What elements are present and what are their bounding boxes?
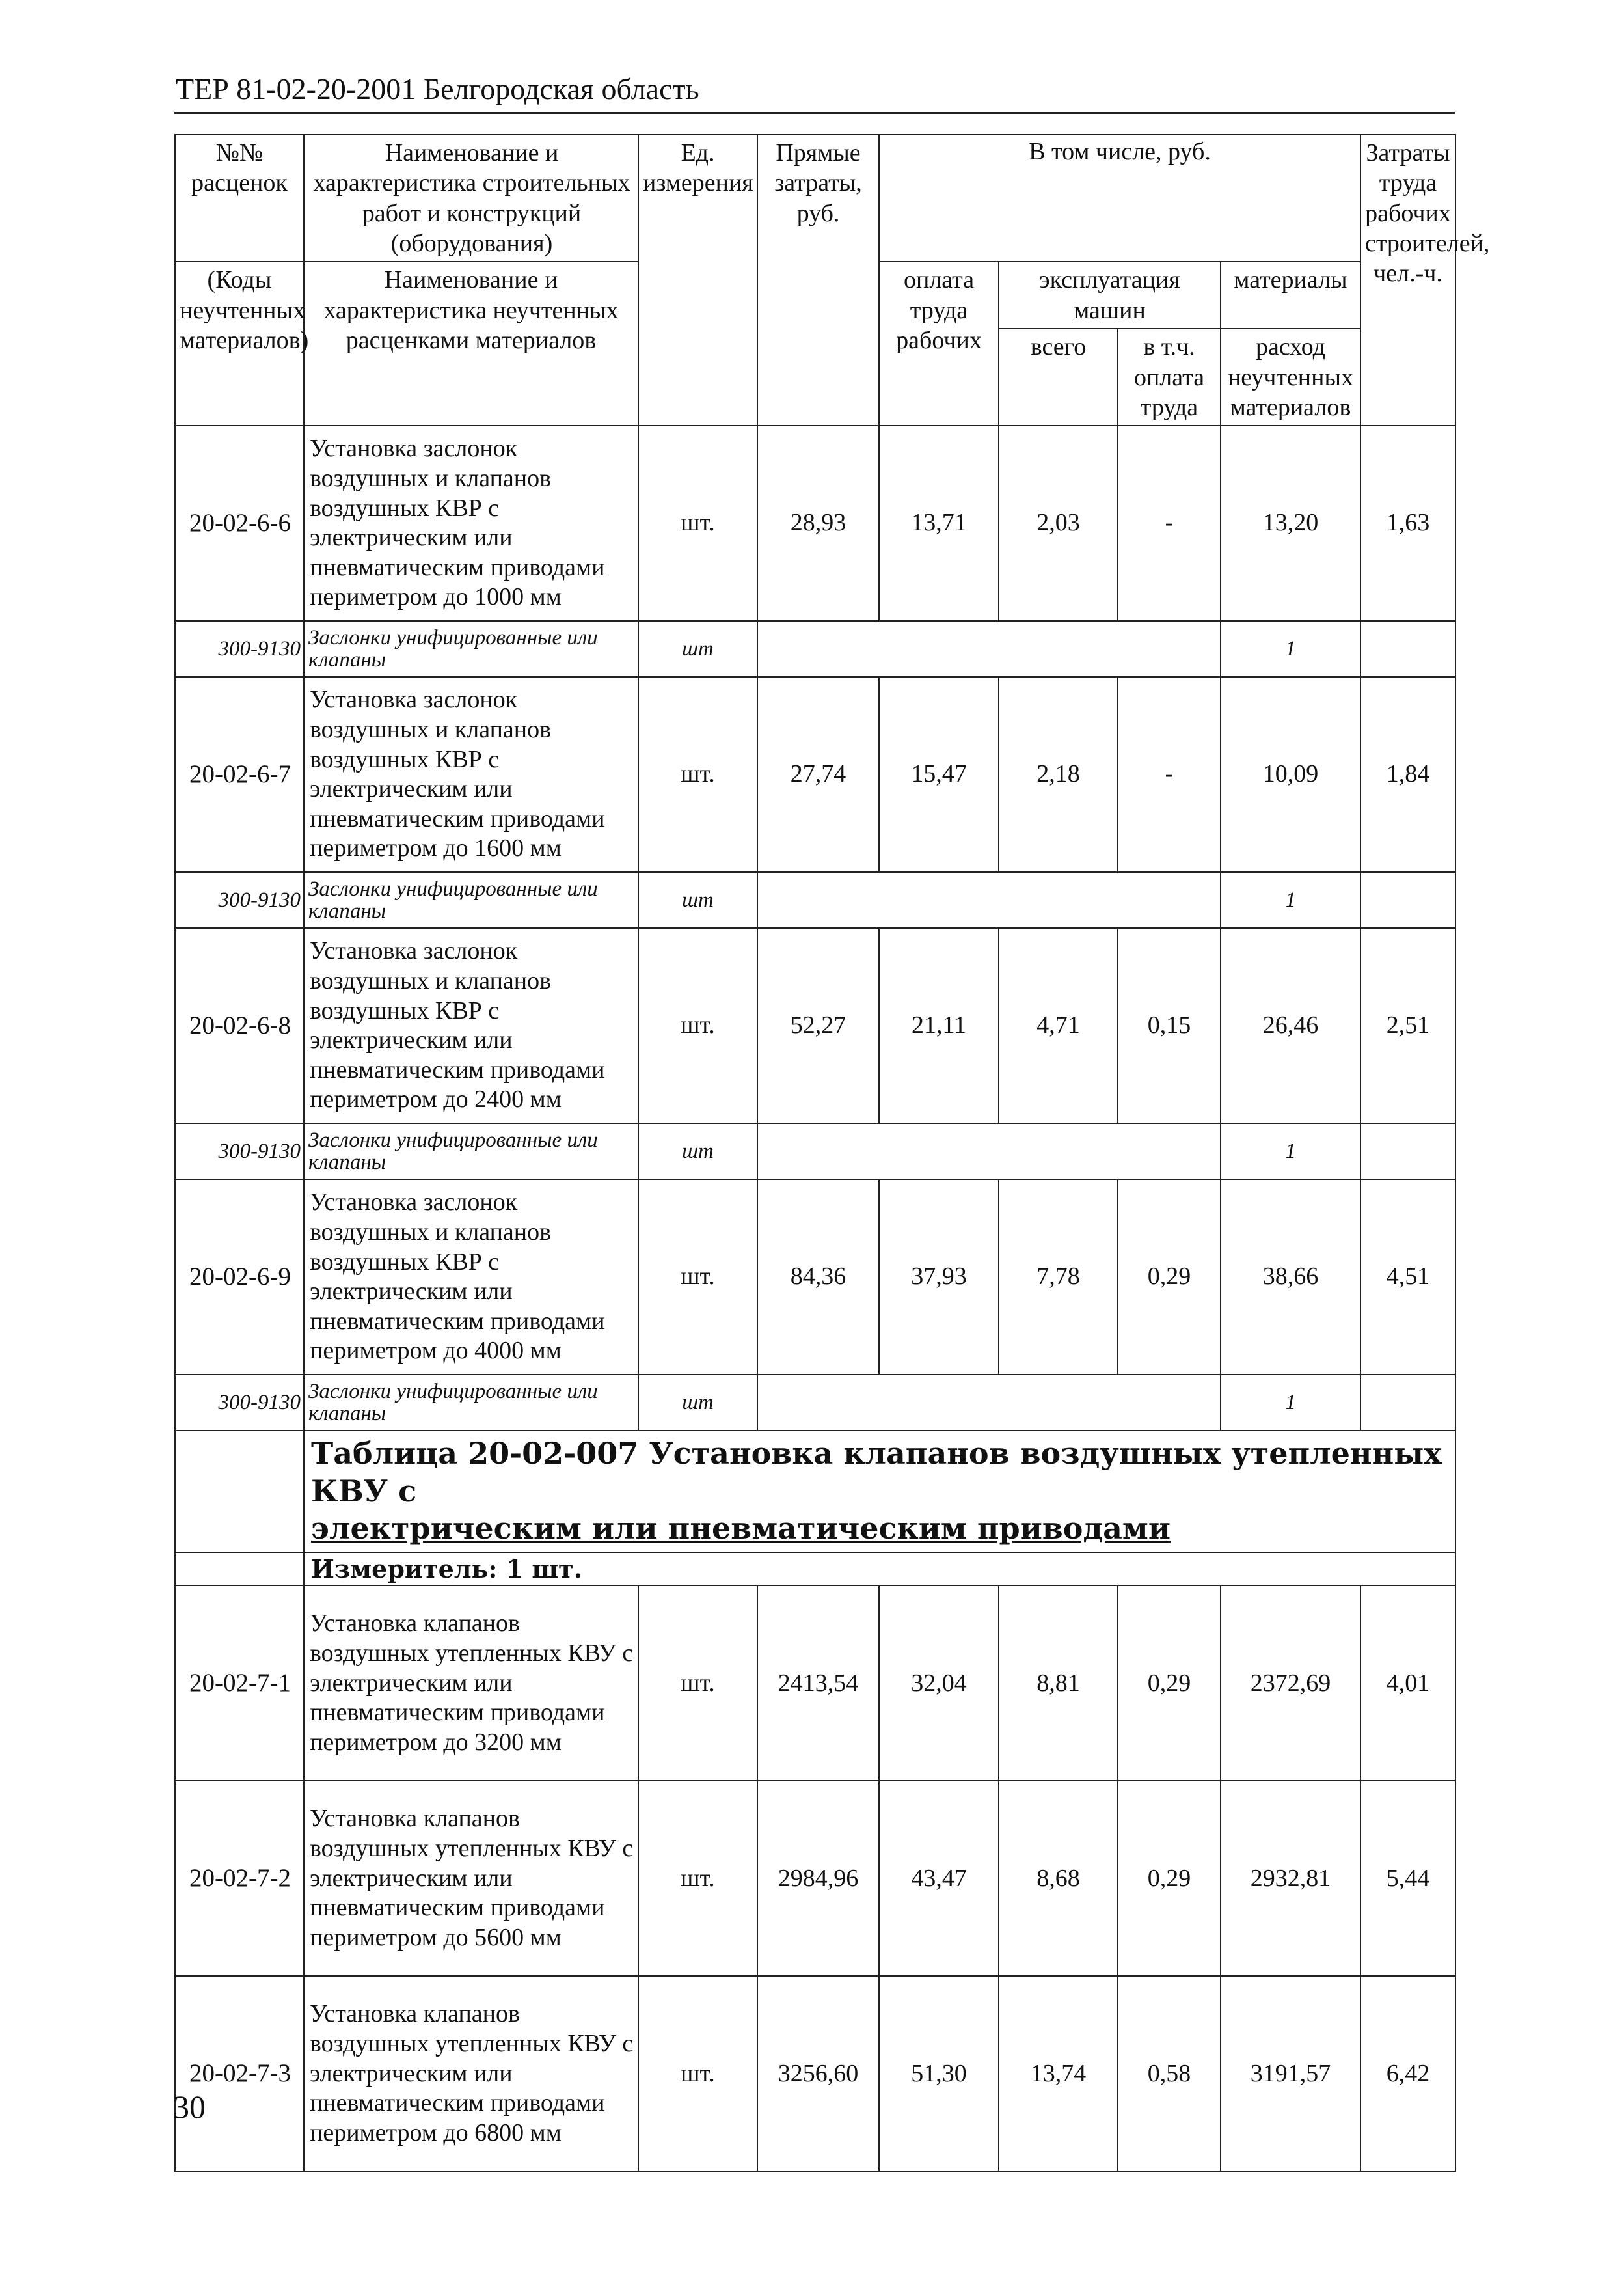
labor-hours: 1,63: [1360, 426, 1455, 621]
rate-description: Установка заслонок воздушных и клапанов воздушных КВР с электрическим или пневматическим приводами периметром до 1600 мм: [304, 677, 638, 872]
rate-description: Установка клапанов воздушных утепленных КВУ с электрическим или пневматическим приводами периметром до 6800 мм: [304, 1976, 638, 2171]
material-row: [175, 621, 1455, 677]
material-unit: шт: [638, 621, 757, 677]
table-title-line-2: электрическим или пневматическим приводами: [311, 1511, 1171, 1546]
table-row: [175, 677, 1455, 872]
material-name: Заслонки унифицированные или клапаны: [304, 621, 638, 677]
labor-pay: 15,47: [879, 677, 999, 872]
material-name: Заслонки унифицированные или клапаны: [304, 872, 638, 928]
labor-hours: 5,44: [1360, 1781, 1455, 1976]
material-row: [175, 1123, 1455, 1179]
measure-unit: Измеритель: 1 шт.: [304, 1552, 1455, 1586]
materials-cost: 2932,81: [1221, 1781, 1360, 1976]
page-number: 30: [173, 2089, 206, 2125]
materials-cost: 26,46: [1221, 928, 1360, 1123]
rate-description: Установка заслонок воздушных и клапанов воздушных КВР с электрическим или пневматическим приводами периметром до 1000 мм: [304, 426, 638, 621]
col-labor-header: Затраты труда рабочих строителей, чел.-ч.: [1360, 135, 1455, 426]
direct-cost: 2984,96: [757, 1781, 879, 1976]
labor-pay: 32,04: [879, 1585, 999, 1781]
col-unit-header: Ед. измерения: [638, 135, 757, 426]
rate-unit: шт.: [638, 928, 757, 1123]
col-codes-header: (Коды неучтенных материалов): [175, 262, 304, 426]
rate-code: 20-02-7-2: [175, 1781, 304, 1976]
col-machines-pay-header: в т.ч. оплата труда: [1118, 329, 1221, 426]
col-name2-header: Наименование и характеристика неучтенных расценками материалов: [304, 262, 638, 426]
table-title-line-1: Таблица 20-02-007 Установка клапанов воздушных утепленных КВУ с: [311, 1436, 1442, 1509]
rate-unit: шт.: [638, 1781, 757, 1976]
direct-cost: 3256,60: [757, 1976, 879, 2171]
table-title-blank: [175, 1431, 304, 1552]
rate-unit: шт.: [638, 426, 757, 621]
labor-hours: 4,51: [1360, 1179, 1455, 1375]
direct-cost: 28,93: [757, 426, 879, 621]
materials-cost: 2372,69: [1221, 1585, 1360, 1781]
material-labor-blank: [1360, 621, 1455, 677]
header-row-1: [175, 135, 1455, 262]
machines-cost: 13,74: [999, 1976, 1118, 2171]
material-qty: 1: [1221, 621, 1360, 677]
material-code: 300-9130: [175, 621, 304, 677]
material-labor-blank: [1360, 1375, 1455, 1431]
machines-labor-pay: -: [1118, 426, 1221, 621]
material-unit: шт: [638, 872, 757, 928]
rate-code: 20-02-6-8: [175, 928, 304, 1123]
material-unit: шт: [638, 1375, 757, 1431]
direct-cost: 2413,54: [757, 1585, 879, 1781]
material-blank: [757, 1375, 1221, 1431]
table-row: [175, 1781, 1455, 1976]
table-title: [304, 1431, 1455, 1552]
machines-cost: 2,03: [999, 426, 1118, 621]
machines-labor-pay: 0,15: [1118, 928, 1221, 1123]
labor-pay: 37,93: [879, 1179, 999, 1375]
rate-description: Установка клапанов воздушных утепленных КВУ с электрическим или пневматическим приводами периметром до 5600 мм: [304, 1781, 638, 1976]
table-row: [175, 1179, 1455, 1375]
col-labor-pay-header: оплата труда рабочих: [879, 262, 999, 426]
machines-cost: 8,81: [999, 1585, 1118, 1781]
rate-code: 20-02-6-7: [175, 677, 304, 872]
table-row: [175, 426, 1455, 621]
machines-cost: 7,78: [999, 1179, 1118, 1375]
rate-code: 20-02-7-1: [175, 1585, 304, 1781]
material-qty: 1: [1221, 1375, 1360, 1431]
material-qty: 1: [1221, 1123, 1360, 1179]
machines-cost: 4,71: [999, 928, 1118, 1123]
rate-description: Установка клапанов воздушных утепленных КВУ с электрическим или пневматическим приводами периметром до 3200 мм: [304, 1585, 638, 1781]
machines-cost: 8,68: [999, 1781, 1118, 1976]
rate-unit: шт.: [638, 677, 757, 872]
material-labor-blank: [1360, 1123, 1455, 1179]
table-title-row: [175, 1431, 1455, 1552]
measure-blank: [175, 1552, 304, 1586]
materials-cost: 13,20: [1221, 426, 1360, 621]
material-blank: [757, 621, 1221, 677]
table-row: [175, 1976, 1455, 2171]
machines-labor-pay: -: [1118, 677, 1221, 872]
material-code: 300-9130: [175, 1375, 304, 1431]
col-machines-total-header: всего: [999, 329, 1118, 426]
direct-cost: 84,36: [757, 1179, 879, 1375]
labor-hours: 6,42: [1360, 1976, 1455, 2171]
col-incl-header: В том числе, руб.: [879, 135, 1360, 262]
labor-pay: 21,11: [879, 928, 999, 1123]
material-blank: [757, 872, 1221, 928]
material-row: [175, 872, 1455, 928]
material-name: Заслонки унифицированные или клапаны: [304, 1123, 638, 1179]
machines-labor-pay: 0,29: [1118, 1179, 1221, 1375]
header-rule: [174, 112, 1455, 114]
labor-hours: 4,01: [1360, 1585, 1455, 1781]
materials-cost: 38,66: [1221, 1179, 1360, 1375]
col-direct-header: Прямые затраты, руб.: [757, 135, 879, 426]
machines-labor-pay: 0,29: [1118, 1781, 1221, 1976]
rate-code: 20-02-6-6: [175, 426, 304, 621]
material-code: 300-9130: [175, 1123, 304, 1179]
labor-pay: 43,47: [879, 1781, 999, 1976]
direct-cost: 52,27: [757, 928, 879, 1123]
col-name-header: Наименование и характеристика строительных работ и конструкций (оборудования): [304, 135, 638, 262]
col-machines-header: эксплуатация машин: [999, 262, 1221, 329]
rate-unit: шт.: [638, 1179, 757, 1375]
machines-labor-pay: 0,29: [1118, 1585, 1221, 1781]
labor-pay: 13,71: [879, 426, 999, 621]
col-materials-header: материалы: [1221, 262, 1360, 329]
material-row: [175, 1375, 1455, 1431]
labor-hours: 1,84: [1360, 677, 1455, 872]
labor-hours: 2,51: [1360, 928, 1455, 1123]
material-labor-blank: [1360, 872, 1455, 928]
material-name: Заслонки унифицированные или клапаны: [304, 1375, 638, 1431]
col-num-header: №№ расценок: [175, 135, 304, 262]
material-unit: шт: [638, 1123, 757, 1179]
labor-pay: 51,30: [879, 1976, 999, 2171]
col-consumption-header: расход неучтенных материалов: [1221, 329, 1360, 426]
material-blank: [757, 1123, 1221, 1179]
materials-cost: 3191,57: [1221, 1976, 1360, 2171]
rate-unit: шт.: [638, 1976, 757, 2171]
rate-description: Установка заслонок воздушных и клапанов воздушных КВР с электрическим или пневматическим приводами периметром до 4000 мм: [304, 1179, 638, 1375]
material-code: 300-9130: [175, 872, 304, 928]
page-header: ТЕР 81-02-20-2001 Белгородская область: [176, 72, 699, 105]
material-qty: 1: [1221, 872, 1360, 928]
machines-cost: 2,18: [999, 677, 1118, 872]
machines-labor-pay: 0,58: [1118, 1976, 1221, 2171]
table-row: [175, 1585, 1455, 1781]
rate-unit: шт.: [638, 1585, 757, 1781]
rates-table: [174, 134, 1490, 2172]
measure-row: [175, 1552, 1455, 1586]
table-row: [175, 928, 1455, 1123]
rate-description: Установка заслонок воздушных и клапанов воздушных КВР с электрическим или пневматическим приводами периметром до 2400 мм: [304, 928, 638, 1123]
materials-cost: 10,09: [1221, 677, 1360, 872]
rate-code: 20-02-6-9: [175, 1179, 304, 1375]
rate-code: 20-02-7-3: [175, 1976, 304, 2171]
direct-cost: 27,74: [757, 677, 879, 872]
